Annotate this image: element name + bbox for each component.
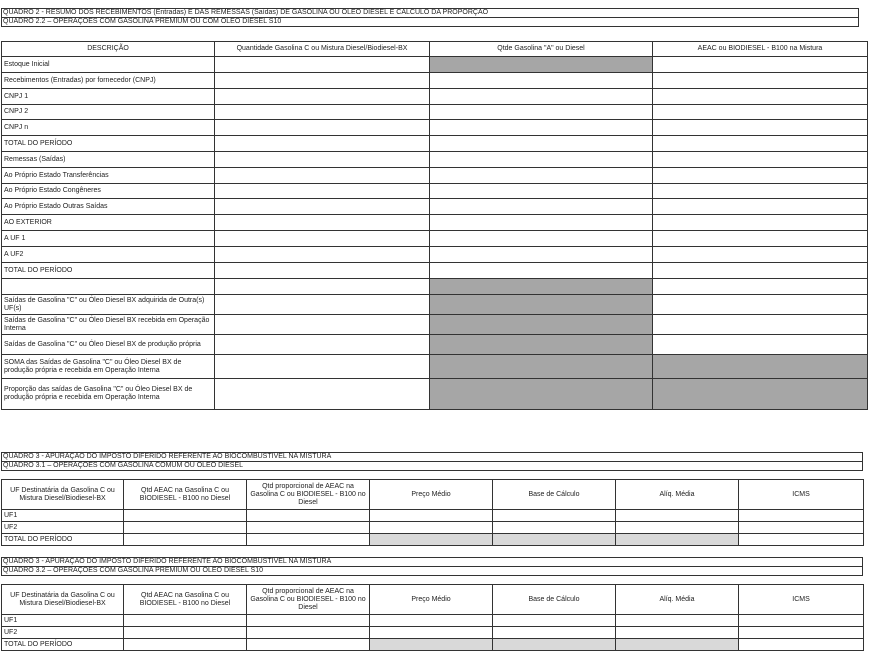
value-cell bbox=[430, 215, 653, 231]
value-cell bbox=[616, 615, 739, 627]
value-cell bbox=[370, 522, 493, 534]
column-header: Base de Cálculo bbox=[493, 480, 616, 510]
value-cell bbox=[616, 627, 739, 639]
table-row bbox=[2, 247, 868, 263]
column-header: Qtde Gasolina "A" ou Diesel bbox=[430, 42, 653, 57]
column-header: UF Destinatária da Gasolina C ou Mistura Diesel/Biodiesel-BX bbox=[2, 585, 124, 615]
value-cell bbox=[215, 231, 430, 247]
table-row bbox=[2, 105, 868, 120]
row-label: Saídas de Gasolina "C" ou Óleo Diesel BX adquirida de Outra(s) UF(s) bbox=[2, 295, 215, 315]
row-label: CNPJ n bbox=[2, 120, 215, 136]
value-cell bbox=[653, 215, 868, 231]
value-cell bbox=[124, 627, 247, 639]
value-cell bbox=[215, 199, 430, 215]
value-cell bbox=[739, 627, 864, 639]
value-cell bbox=[247, 615, 370, 627]
value-cell bbox=[493, 615, 616, 627]
value-cell bbox=[124, 534, 247, 546]
value-cell bbox=[653, 199, 868, 215]
value-cell bbox=[430, 231, 653, 247]
row-label: UF2 bbox=[2, 627, 124, 639]
value-cell bbox=[653, 279, 868, 295]
column-header: Quantidade Gasolina C ou Mistura Diesel/Biodiesel-BX bbox=[215, 42, 430, 57]
value-cell bbox=[653, 152, 868, 168]
table-row bbox=[2, 231, 868, 247]
value-cell bbox=[653, 136, 868, 152]
value-cell bbox=[430, 168, 653, 184]
value-cell bbox=[124, 615, 247, 627]
column-header: Qtd proporcional de AEAC na Gasolina C ou BIODIESEL - B100 no Diesel bbox=[247, 480, 370, 510]
quadro-3-2-title: QUADRO 3.2 – OPERAÇÕES COM GASOLINA PREMIUM OU ÓLEO DIESEL S10 bbox=[2, 567, 863, 576]
value-cell bbox=[215, 279, 430, 295]
table-row bbox=[2, 627, 864, 639]
table-row bbox=[2, 199, 868, 215]
value-cell bbox=[739, 534, 864, 546]
value-cell bbox=[739, 510, 864, 522]
column-header: ICMS bbox=[739, 585, 864, 615]
value-cell bbox=[430, 247, 653, 263]
value-cell bbox=[215, 136, 430, 152]
header-row bbox=[2, 585, 864, 615]
row-label: UF2 bbox=[2, 522, 124, 534]
row-label: A UF2 bbox=[2, 247, 215, 263]
value-cell bbox=[493, 534, 616, 546]
table-row bbox=[2, 120, 868, 136]
value-cell bbox=[370, 639, 493, 651]
value-cell bbox=[215, 89, 430, 105]
value-cell bbox=[653, 168, 868, 184]
value-cell bbox=[430, 263, 653, 279]
value-cell bbox=[430, 199, 653, 215]
value-cell bbox=[739, 639, 864, 651]
column-header: ICMS bbox=[739, 480, 864, 510]
table-row bbox=[2, 522, 864, 534]
value-cell bbox=[493, 627, 616, 639]
value-cell bbox=[653, 105, 868, 120]
value-cell bbox=[616, 510, 739, 522]
value-cell bbox=[370, 615, 493, 627]
value-cell bbox=[430, 379, 653, 410]
value-cell bbox=[653, 335, 868, 355]
value-cell bbox=[430, 152, 653, 168]
value-cell bbox=[653, 73, 868, 89]
quadro-3-1-title: QUADRO 3.1 – OPERAÇÕES COM GASOLINA COMUM OU ÓLEO DIESEL bbox=[2, 462, 863, 471]
value-cell bbox=[739, 522, 864, 534]
value-cell bbox=[653, 231, 868, 247]
row-label: Ao Próprio Estado Transferências bbox=[2, 168, 215, 184]
value-cell bbox=[215, 152, 430, 168]
column-header: AEAC ou BIODIESEL - B100 na Mistura bbox=[653, 42, 868, 57]
value-cell bbox=[653, 263, 868, 279]
value-cell bbox=[247, 522, 370, 534]
row-label: Saídas de Gasolina "C" ou Óleo Diesel BX de produção própria bbox=[2, 335, 215, 355]
row-label: UF1 bbox=[2, 615, 124, 627]
row-label: AO EXTERIOR bbox=[2, 215, 215, 231]
value-cell bbox=[616, 639, 739, 651]
column-header: Alíq. Média bbox=[616, 585, 739, 615]
table-row bbox=[2, 355, 868, 379]
row-label: TOTAL DO PERÍODO bbox=[2, 639, 124, 651]
value-cell bbox=[430, 184, 653, 199]
value-cell bbox=[616, 534, 739, 546]
value-cell bbox=[430, 57, 653, 73]
table-row bbox=[2, 263, 868, 279]
column-header: Qtd AEAC na Gasolina C ou BIODIESEL - B100 no Diesel bbox=[124, 585, 247, 615]
value-cell bbox=[653, 295, 868, 315]
row-label: Remessas (Saídas) bbox=[2, 152, 215, 168]
value-cell bbox=[215, 315, 430, 335]
value-cell bbox=[739, 615, 864, 627]
table-row bbox=[2, 534, 864, 546]
column-header: UF Destinatária da Gasolina C ou Mistura Diesel/Biodiesel-BX bbox=[2, 480, 124, 510]
value-cell bbox=[430, 136, 653, 152]
quadro-3-1-header bbox=[1, 452, 863, 471]
value-cell bbox=[430, 89, 653, 105]
table-row bbox=[2, 639, 864, 651]
column-header: Qtd proporcional de AEAC na Gasolina C ou BIODIESEL - B100 no Diesel bbox=[247, 585, 370, 615]
value-cell bbox=[215, 184, 430, 199]
column-header: Preço Médio bbox=[370, 585, 493, 615]
value-cell bbox=[370, 534, 493, 546]
value-cell bbox=[215, 168, 430, 184]
value-cell bbox=[247, 639, 370, 651]
value-cell bbox=[653, 57, 868, 73]
row-label bbox=[2, 279, 215, 295]
value-cell bbox=[247, 534, 370, 546]
value-cell bbox=[430, 335, 653, 355]
column-header: Preço Médio bbox=[370, 480, 493, 510]
table-row bbox=[2, 168, 868, 184]
quadro-2-header bbox=[1, 8, 859, 27]
table-row bbox=[2, 184, 868, 199]
table-row bbox=[2, 136, 868, 152]
quadro-3-title: QUADRO 3 - APURAÇÃO DO IMPOSTO DIFERIDO REFERENTE AO BIOCOMBUSTÍVEL NA MISTURA bbox=[2, 453, 863, 462]
quadro-2-table bbox=[1, 41, 868, 410]
value-cell bbox=[616, 522, 739, 534]
value-cell bbox=[215, 335, 430, 355]
table-row bbox=[2, 295, 868, 315]
value-cell bbox=[124, 510, 247, 522]
value-cell bbox=[430, 279, 653, 295]
table-row bbox=[2, 89, 868, 105]
value-cell bbox=[247, 627, 370, 639]
row-label: Recebimentos (Entradas) por fornecedor (CNPJ) bbox=[2, 73, 215, 89]
value-cell bbox=[215, 295, 430, 315]
quadro-2-2-title: QUADRO 2.2 – OPERAÇÕES COM GASOLINA PREMIUM OU COM ÓLEO DIESEL S10 bbox=[2, 18, 859, 27]
value-cell bbox=[430, 355, 653, 379]
row-label: CNPJ 1 bbox=[2, 89, 215, 105]
table-row bbox=[2, 315, 868, 335]
value-cell bbox=[215, 247, 430, 263]
row-label: SOMA das Saídas de Gasolina "C" ou Óleo Diesel BX de produção própria e recebida em Operação Interna bbox=[2, 355, 215, 379]
value-cell bbox=[653, 315, 868, 335]
value-cell bbox=[215, 73, 430, 89]
table-row bbox=[2, 335, 868, 355]
value-cell bbox=[653, 355, 868, 379]
value-cell bbox=[430, 73, 653, 89]
column-header: Qtd AEAC na Gasolina C ou BIODIESEL - B100 no Diesel bbox=[124, 480, 247, 510]
table-row bbox=[2, 379, 868, 410]
value-cell bbox=[493, 510, 616, 522]
quadro-3-1-table bbox=[1, 479, 864, 546]
value-cell bbox=[653, 184, 868, 199]
row-label: UF1 bbox=[2, 510, 124, 522]
row-label: CNPJ 2 bbox=[2, 105, 215, 120]
value-cell bbox=[370, 627, 493, 639]
table-row bbox=[2, 510, 864, 522]
value-cell bbox=[124, 522, 247, 534]
row-label: TOTAL DO PERÍODO bbox=[2, 136, 215, 152]
value-cell bbox=[215, 355, 430, 379]
quadro-3-2-header bbox=[1, 557, 863, 576]
table-row bbox=[2, 215, 868, 231]
value-cell bbox=[215, 263, 430, 279]
value-cell bbox=[493, 639, 616, 651]
value-cell bbox=[653, 379, 868, 410]
header-row bbox=[2, 480, 864, 510]
column-header: Base de Cálculo bbox=[493, 585, 616, 615]
value-cell bbox=[370, 510, 493, 522]
row-label: Ao Próprio Estado Congêneres bbox=[2, 184, 215, 199]
row-label: TOTAL DO PERÍODO bbox=[2, 534, 124, 546]
quadro-3-2-table bbox=[1, 584, 864, 651]
table-row bbox=[2, 73, 868, 89]
quadro-2-title: QUADRO 2 - RESUMO DOS RECEBIMENTOS (Entradas) E DAS REMESSAS (Saídas) DE GASOLINA OU ÓLEO DIESEL E CÁLCULO DA PROPORÇÃO bbox=[2, 9, 859, 18]
value-cell bbox=[430, 120, 653, 136]
row-label: Saídas de Gasolina "C" ou Óleo Diesel BX recebida em Operação Interna bbox=[2, 315, 215, 335]
value-cell bbox=[247, 510, 370, 522]
value-cell bbox=[493, 522, 616, 534]
value-cell bbox=[430, 295, 653, 315]
value-cell bbox=[653, 89, 868, 105]
value-cell bbox=[430, 105, 653, 120]
table-row bbox=[2, 615, 864, 627]
row-label: TOTAL DO PERÍODO bbox=[2, 263, 215, 279]
value-cell bbox=[124, 639, 247, 651]
value-cell bbox=[215, 57, 430, 73]
table-row bbox=[2, 152, 868, 168]
column-header: DESCRIÇÃO bbox=[2, 42, 215, 57]
value-cell bbox=[215, 120, 430, 136]
value-cell bbox=[215, 105, 430, 120]
row-label: Proporção das saídas de Gasolina "C" ou Óleo Diesel BX de produção própria e recebida em Operação Interna bbox=[2, 379, 215, 410]
value-cell bbox=[653, 247, 868, 263]
value-cell bbox=[653, 120, 868, 136]
value-cell bbox=[430, 315, 653, 335]
row-label: A UF 1 bbox=[2, 231, 215, 247]
value-cell bbox=[215, 215, 430, 231]
value-cell bbox=[215, 379, 430, 410]
row-label: Estoque Inicial bbox=[2, 57, 215, 73]
column-header: Alíq. Média bbox=[616, 480, 739, 510]
table-row bbox=[2, 57, 868, 73]
quadro-3-title: QUADRO 3 - APURAÇÃO DO IMPOSTO DIFERIDO REFERENTE AO BIOCOMBUSTÍVEL NA MISTURA bbox=[2, 558, 863, 567]
row-label: Ao Próprio Estado Outras Saídas bbox=[2, 199, 215, 215]
table-row bbox=[2, 279, 868, 295]
